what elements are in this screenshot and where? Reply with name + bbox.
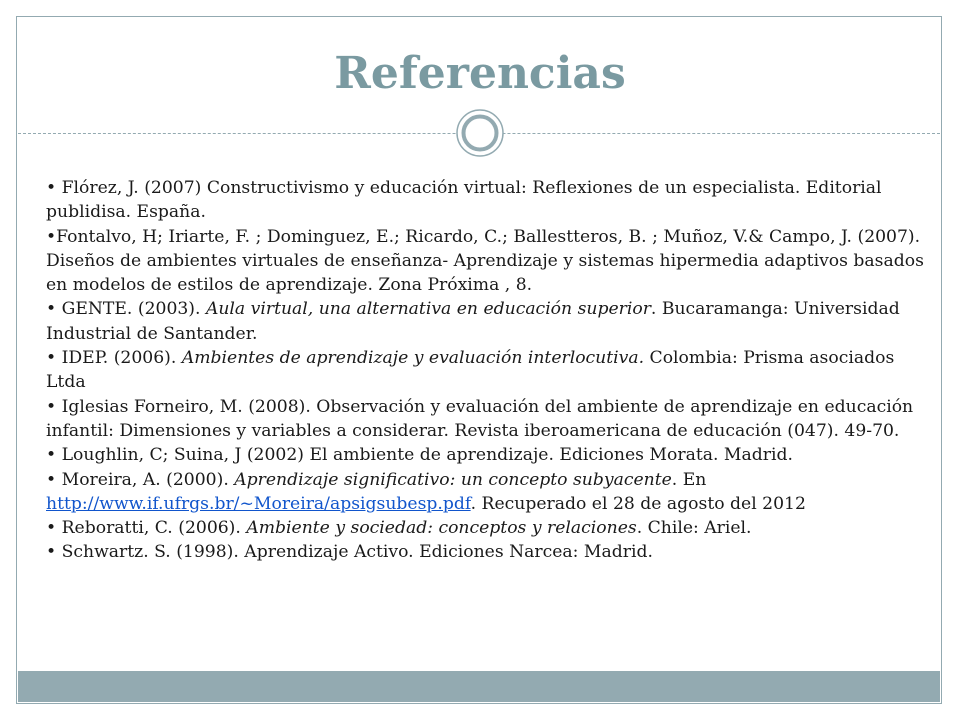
circle-ornament-icon [456, 109, 504, 157]
references-list [46, 176, 926, 565]
reference-item: • IDEP. (2006). Ambientes de aprendizaje y evaluación interlocutiva. Colombia: Prisma asociados Ltda [46, 348, 895, 393]
reference-item: • Moreira, A. (2000). Aprendizaje significativo: un concepto subyacente. En http://www.if.ufrgs.br/~Moreira/apsigsubesp.pdf. Recuperado el 28 de agosto del 2012 [46, 469, 806, 514]
footer-bar [18, 671, 940, 702]
reference-item: •Fontalvo, H; Iriarte, F. ; Dominguez, E.; Ricardo, C.; Ballestteros, B. ; Muñoz, V.& Campo, J. (2007). Diseños de ambientes virtuales de enseñanza- Aprendizaje y sistemas hipermedia adaptivos basados en modelos de estilos de aprendizaje. Zona Próxima , 8. [46, 226, 924, 296]
slide-title: Referencias [334, 48, 626, 99]
reference-item: • Flórez, J. (2007) Constructivismo y educación virtual: Reflexiones de un especialista. Editorial publidisa. España. [46, 178, 882, 223]
reference-item: • Reboratti, C. (2006). Ambiente y sociedad: conceptos y relaciones. Chile: Ariel. [46, 518, 752, 539]
reference-item: • Schwartz. S. (1998). Aprendizaje Activo. Ediciones Narcea: Madrid. [46, 542, 653, 563]
reference-link[interactable]: http://www.if.ufrgs.br/~Moreira/apsigsubesp.pdf [46, 493, 471, 514]
reference-item: • Loughlin, C; Suina, J (2002) El ambiente de aprendizaje. Ediciones Morata. Madrid. [46, 445, 793, 466]
reference-item: • GENTE. (2003). Aula virtual, una alternativa en educación superior. Bucaramanga: Universidad Industrial de Santander. [46, 299, 900, 344]
reference-item: • Iglesias Forneiro, M. (2008). Observación y evaluación del ambiente de aprendizaje en educación infantil: Dimensiones y variables a considerar. Revista iberoamericana de educación (047). 49-70. [46, 396, 914, 441]
